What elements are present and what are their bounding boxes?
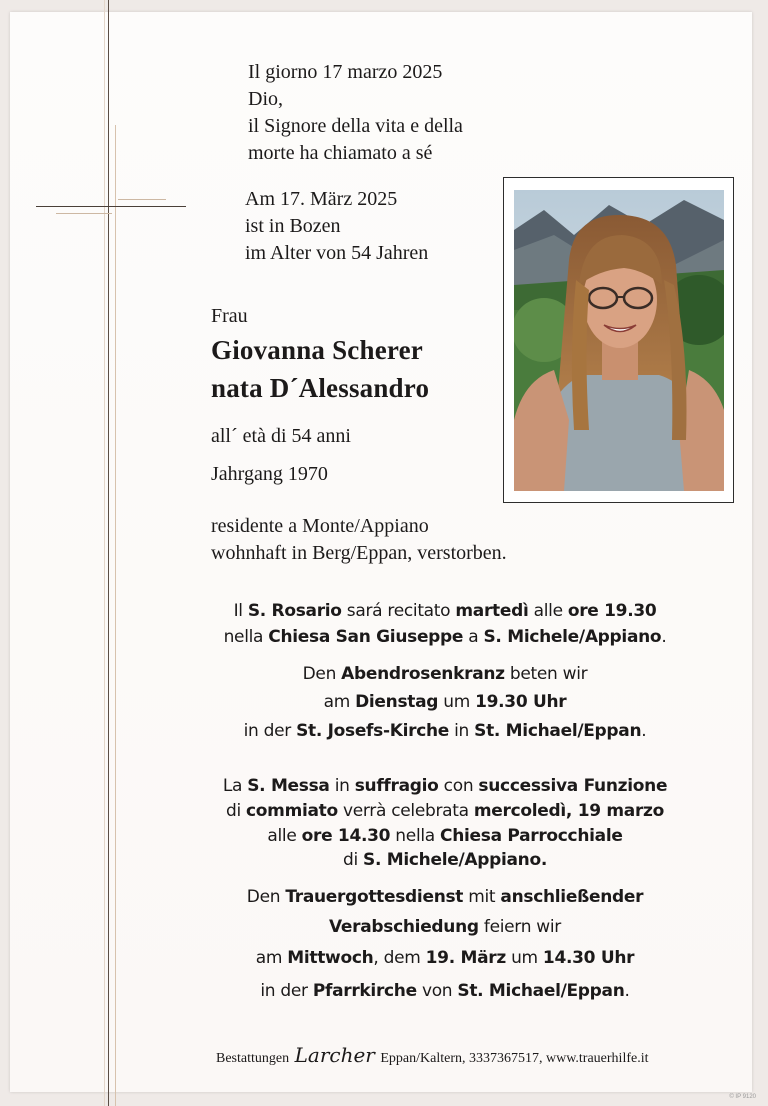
rosary-de-line: Den Abendrosenkranz beten wir — [302, 664, 588, 684]
mass-de-line: am Mittwoch, dem 19. März um 14.30 Uhr — [255, 948, 635, 968]
intro-de-line: Am 17. März 2025 — [245, 188, 398, 210]
rosary-de-line: in der St. Josefs-Kirche in St. Michael/Eppan. — [243, 721, 647, 741]
age-italian: all´ età di 54 anni — [211, 425, 351, 447]
intro-de-line: ist in Bozen — [245, 215, 341, 237]
deceased-name: Giovanna Scherer — [211, 335, 423, 365]
portrait-photo — [514, 190, 724, 491]
maiden-name: nata D´Alessandro — [211, 373, 430, 403]
mass-it-line: La S. Messa in suffragio con successiva Funzione — [222, 776, 668, 796]
footer-prefix: Bestattungen — [216, 1051, 290, 1066]
residence-german: wohnhaft in Berg/Eppan, verstorben. — [211, 542, 507, 564]
mass-de-line: Verabschiedung feiern wir — [329, 917, 561, 937]
intro-de-line: im Alter von 54 Jahren — [245, 242, 429, 264]
funeral-home-logo: Larcher — [294, 1043, 375, 1067]
mass-it-line: alle ore 14.30 nella Chiesa Parrocchiale — [267, 826, 623, 846]
residence-italian: residente a Monte/Appiano — [211, 515, 429, 537]
intro-it-line: Il giorno 17 marzo 2025 — [248, 61, 443, 83]
mass-it-line: di S. Michele/Appiano. — [342, 850, 547, 870]
mass-de-line: Den Trauergottesdienst mit anschließender — [246, 887, 644, 907]
mass-it-line: di commiato verrà celebrata mercoledì, 19 marzo — [225, 801, 665, 821]
portrait-frame — [503, 177, 734, 503]
funeral-home-footer — [216, 1045, 649, 1069]
print-code: © IP 9120 — [729, 1094, 756, 1100]
intro-it-line: morte ha chiamato a sé — [248, 142, 433, 164]
rosary-it-line: nella Chiesa San Giuseppe a S. Michele/Appiano. — [223, 627, 667, 647]
mass-de-line: in der Pfarrkirche von St. Michael/Eppan. — [260, 981, 630, 1001]
salutation: Frau — [211, 305, 248, 327]
rosary-de-line: am Dienstag um 19.30 Uhr — [323, 692, 567, 712]
footer-contact: Eppan/Kaltern, 3337367517, www.trauerhilfe.it — [380, 1051, 649, 1066]
rosary-it-line: Il S. Rosario sará recitato martedì alle ore 19.30 — [233, 601, 657, 621]
birth-year: Jahrgang 1970 — [211, 463, 328, 485]
intro-it-line: Dio, — [248, 88, 283, 110]
intro-it-line: il Signore della vita e della — [248, 115, 463, 137]
